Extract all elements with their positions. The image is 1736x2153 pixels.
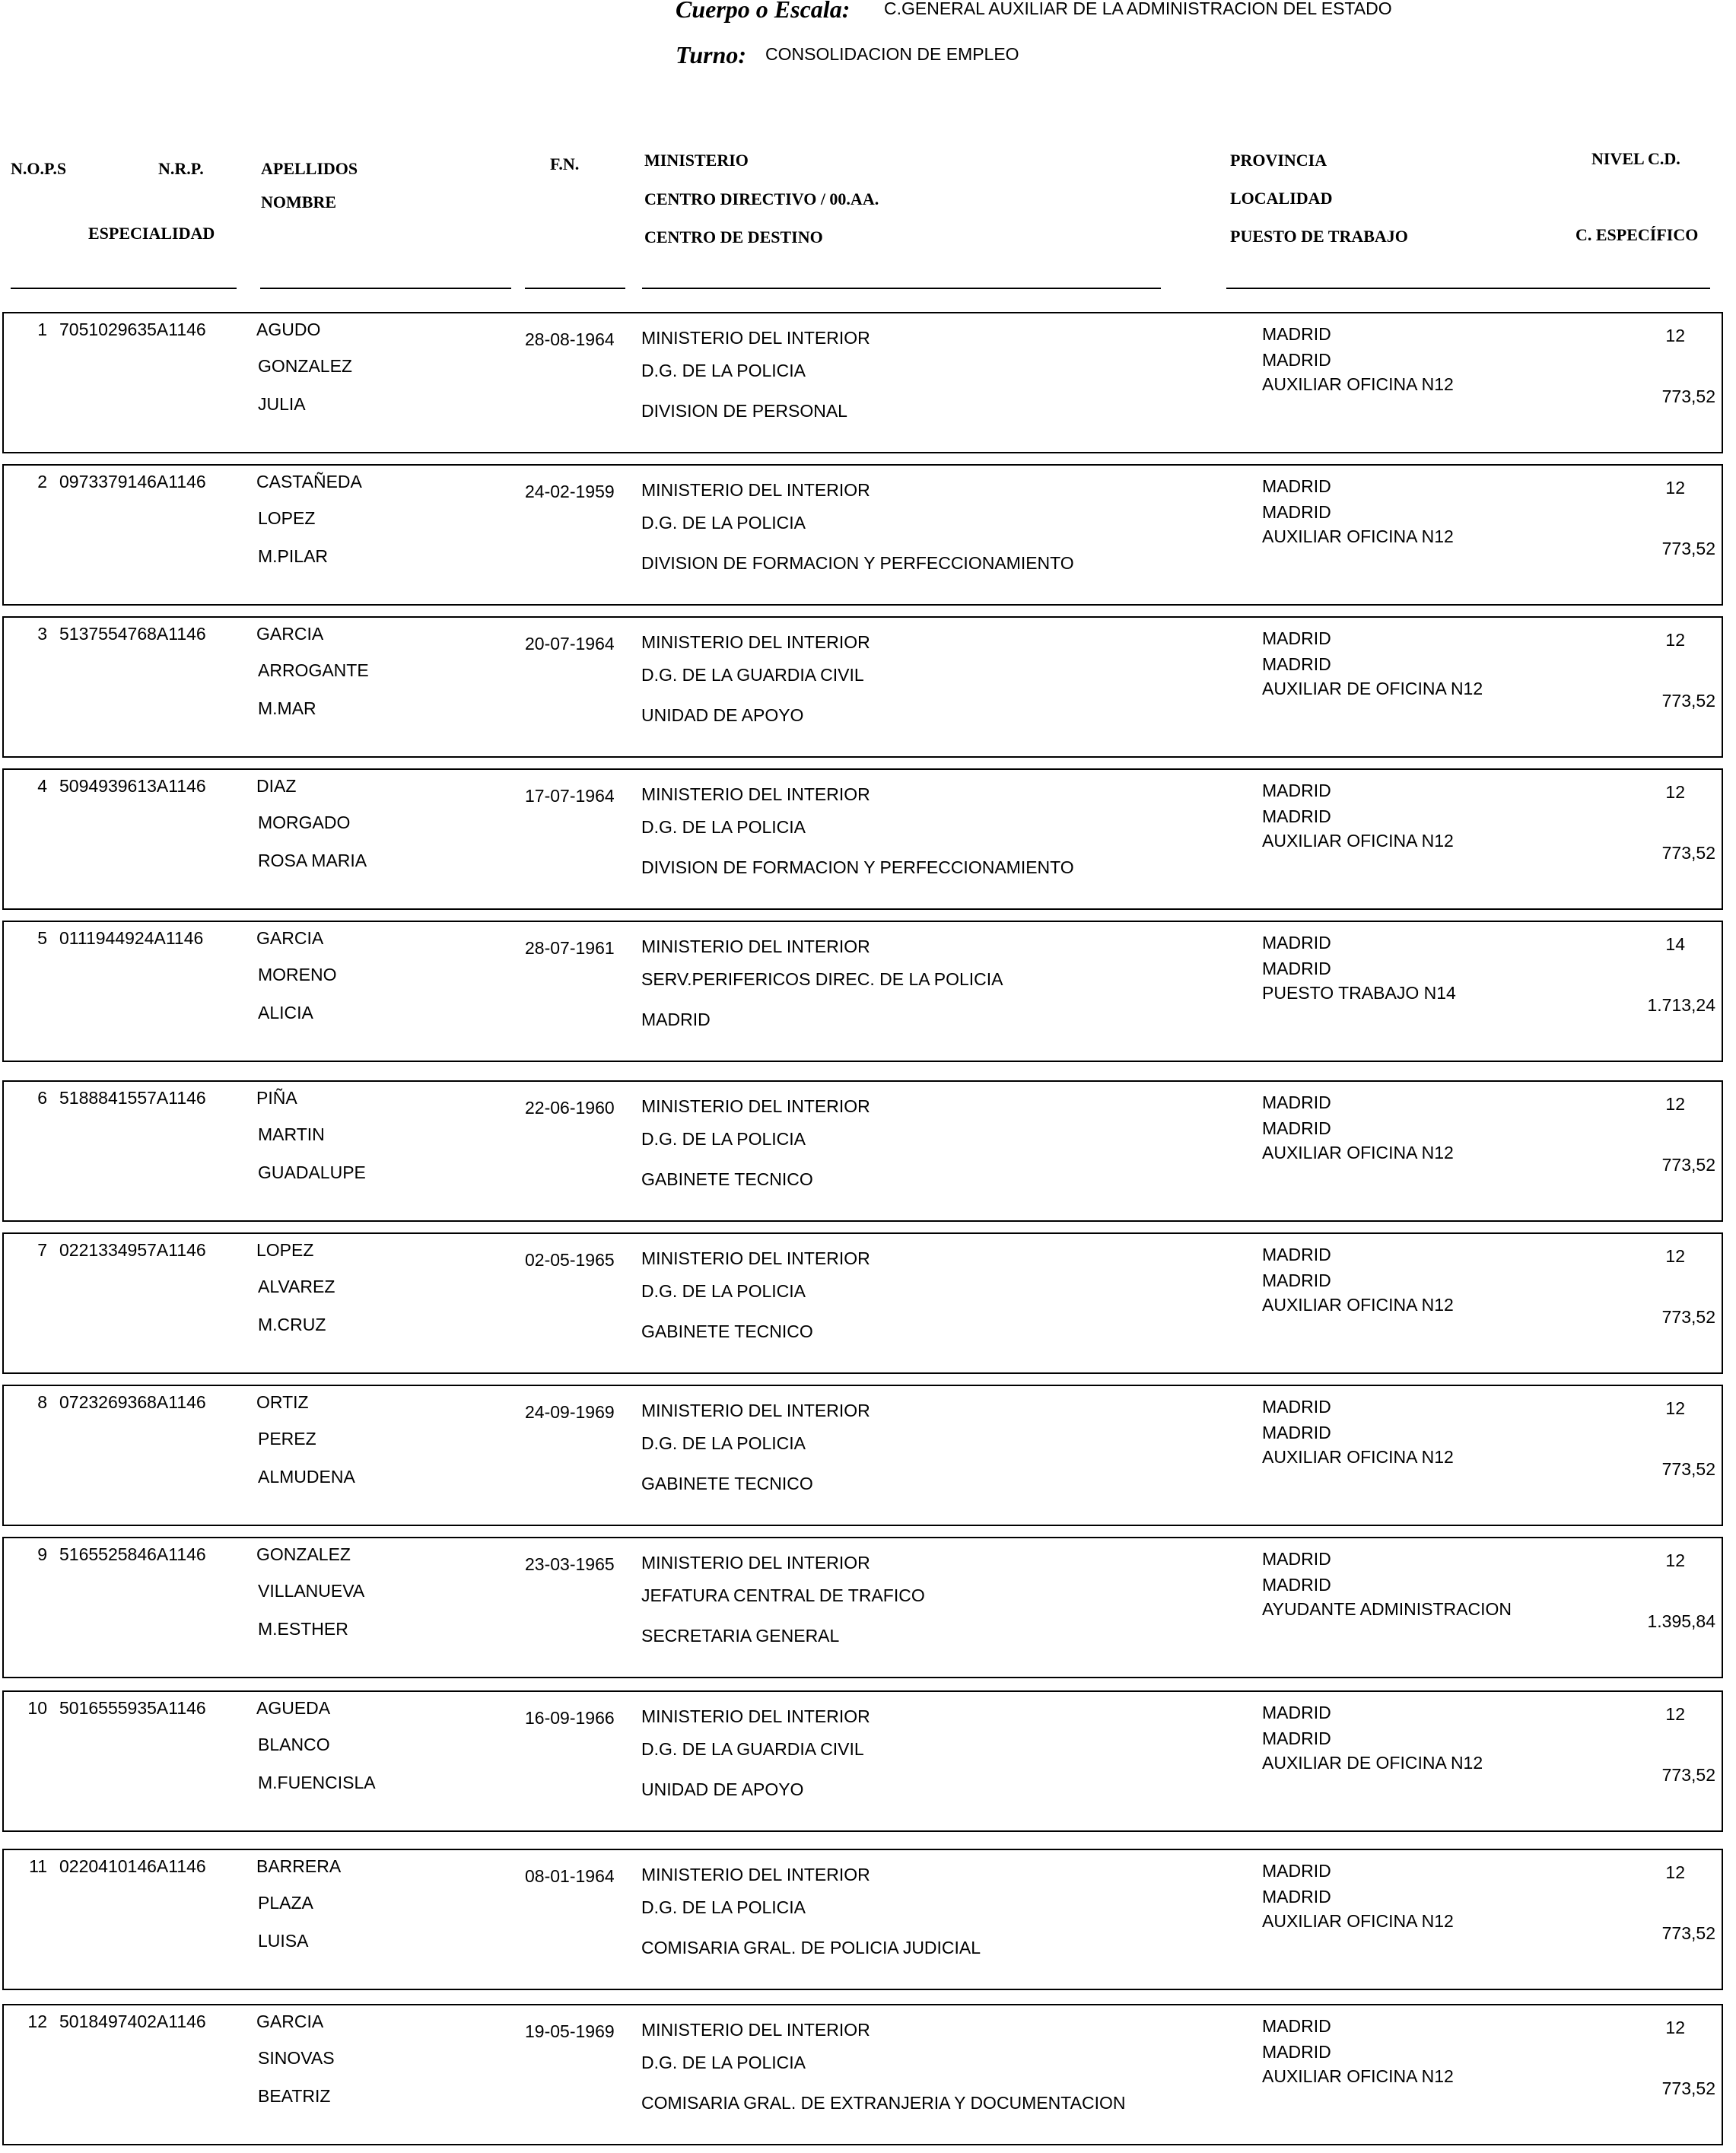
record-destino: GABINETE TECNICO (641, 1321, 813, 1341)
record-especifico: 773,52 (1661, 2078, 1715, 2098)
record-number: 11 (29, 1856, 47, 1876)
record-especifico: 773,52 (1661, 843, 1715, 863)
record-puesto: AUXILIAR OFICINA N12 (1262, 526, 1454, 546)
col-especialidad: ESPECIALIDAD (88, 224, 215, 243)
record-localidad: MADRID (1262, 1270, 1331, 1290)
record-number: 3 (37, 624, 47, 644)
record-puesto: AUXILIAR OFICINA N12 (1262, 1295, 1454, 1315)
record-puesto: AUXILIAR OFICINA N12 (1262, 1143, 1454, 1162)
record-centro: D.G. DE LA POLICIA (641, 1433, 806, 1453)
record-number: 10 (27, 1698, 47, 1718)
record-centro: D.G. DE LA GUARDIA CIVIL (641, 665, 864, 685)
record-nivel: 12 (1665, 326, 1685, 345)
record-apellido1: CASTAÑEDA (256, 472, 362, 491)
record-number: 9 (37, 1544, 47, 1564)
record-localidad: MADRID (1262, 1423, 1331, 1442)
header-rule (642, 288, 1161, 289)
record-nivel: 12 (1665, 1094, 1685, 1114)
record-puesto: PUESTO TRABAJO N14 (1262, 983, 1456, 1003)
record-destino: DIVISION DE FORMACION Y PERFECCIONAMIENTO (641, 553, 1074, 573)
record-apellido1: AGUDO (256, 320, 321, 339)
col-nombre: NOMBRE (261, 192, 336, 211)
record-apellido1: GARCIA (256, 2011, 324, 2031)
record-centro: JEFATURA CENTRAL DE TRAFICO (641, 1585, 925, 1605)
record-nivel: 12 (1665, 1246, 1685, 1266)
cuerpo-label: Cuerpo o Escala: (676, 0, 851, 23)
record-apellido2: ARROGANTE (258, 660, 369, 680)
record-apellido2: GONZALEZ (258, 356, 352, 376)
header-rule (1226, 288, 1710, 289)
record-nivel: 12 (1665, 1550, 1685, 1570)
record-centro: D.G. DE LA POLICIA (641, 1897, 806, 1917)
record-centro: D.G. DE LA POLICIA (641, 1129, 806, 1149)
record-destino: DIVISION DE FORMACION Y PERFECCIONAMIENTO (641, 857, 1074, 877)
record-destino: GABINETE TECNICO (641, 1474, 813, 1493)
record-number: 12 (27, 2011, 47, 2031)
record-ministerio: MINISTERIO DEL INTERIOR (641, 1706, 870, 1726)
record-row (2, 616, 1723, 758)
record-nrp: 5094939613A1146 (59, 776, 206, 796)
record-apellido2: MORENO (258, 965, 337, 984)
record-destino: COMISARIA GRAL. DE POLICIA JUDICIAL (641, 1938, 981, 1957)
record-especifico: 773,52 (1661, 1923, 1715, 1943)
record-row (2, 1385, 1723, 1526)
record-apellido2: ALVAREZ (258, 1277, 335, 1296)
record-puesto: AUXILIAR OFICINA N12 (1262, 1911, 1454, 1931)
record-apellido2: LOPEZ (258, 508, 316, 528)
record-especifico: 1.713,24 (1647, 995, 1715, 1015)
col-especifico: C. ESPECÍFICO (1575, 225, 1699, 244)
record-nombre: ALMUDENA (258, 1467, 355, 1487)
record-puesto: AUXILIAR OFICINA N12 (1262, 2066, 1454, 2086)
record-localidad: MADRID (1262, 1728, 1331, 1748)
record-nivel: 12 (1665, 1398, 1685, 1418)
record-ministerio: MINISTERIO DEL INTERIOR (641, 632, 870, 652)
record-destino: GABINETE TECNICO (641, 1169, 813, 1189)
record-apellido1: GARCIA (256, 928, 324, 948)
record-especifico: 773,52 (1661, 539, 1715, 558)
record-fn: 16-09-1966 (525, 1708, 615, 1728)
col-nrp: N.R.P. (158, 159, 204, 178)
record-nivel: 14 (1665, 934, 1685, 954)
record-provincia: MADRID (1262, 933, 1331, 952)
record-nrp: 0723269368A1146 (59, 1392, 206, 1412)
record-provincia: MADRID (1262, 1092, 1331, 1112)
record-number: 7 (37, 1240, 47, 1260)
record-provincia: MADRID (1262, 1397, 1331, 1417)
record-nrp: 0220410146A1146 (59, 1856, 206, 1876)
cuerpo-value: C.GENERAL AUXILIAR DE LA ADMINISTRACION DEL ESTADO (884, 0, 1392, 18)
record-fn: 17-07-1964 (525, 786, 615, 806)
record-fn: 28-07-1961 (525, 938, 615, 958)
record-provincia: MADRID (1262, 781, 1331, 800)
record-number: 1 (37, 320, 47, 339)
record-apellido1: AGUEDA (256, 1698, 331, 1718)
record-apellido1: LOPEZ (256, 1240, 314, 1260)
record-provincia: MADRID (1262, 1703, 1331, 1722)
record-centro: D.G. DE LA GUARDIA CIVIL (641, 1739, 864, 1759)
record-especifico: 773,52 (1661, 1307, 1715, 1327)
record-apellido1: BARRERA (256, 1856, 342, 1876)
record-nivel: 12 (1665, 478, 1685, 498)
record-row (2, 2004, 1723, 2145)
col-fn: F.N. (550, 154, 580, 173)
record-nrp: 0111944924A1146 (59, 928, 204, 948)
record-puesto: AUXILIAR OFICINA N12 (1262, 831, 1454, 851)
record-provincia: MADRID (1262, 324, 1331, 344)
record-destino: UNIDAD DE APOYO (641, 705, 804, 725)
record-puesto: AUXILIAR OFICINA N12 (1262, 374, 1454, 394)
record-nombre: M.ESTHER (258, 1619, 348, 1639)
record-nrp: 0221334957A1146 (59, 1240, 206, 1260)
record-centro: SERV.PERIFERICOS DIREC. DE LA POLICIA (641, 969, 1003, 989)
record-apellido2: VILLANUEVA (258, 1581, 365, 1601)
record-provincia: MADRID (1262, 628, 1331, 648)
record-apellido2: BLANCO (258, 1735, 330, 1754)
record-puesto: AUXILIAR DE OFICINA N12 (1262, 679, 1483, 698)
record-nrp: 5018497402A1146 (59, 2011, 206, 2031)
record-ministerio: MINISTERIO DEL INTERIOR (641, 328, 870, 348)
turno-label: Turno: (676, 41, 747, 68)
col-centro-destino: CENTRO DE DESTINO (644, 227, 823, 246)
record-number: 8 (37, 1392, 47, 1412)
record-apellido1: ORTIZ (256, 1392, 309, 1412)
record-row (2, 1849, 1723, 1990)
record-nombre: BEATRIZ (258, 2086, 331, 2106)
record-row (2, 921, 1723, 1062)
record-destino: COMISARIA GRAL. DE EXTRANJERIA Y DOCUMENTACION (641, 2093, 1126, 2113)
record-apellido2: MARTIN (258, 1124, 325, 1144)
record-provincia: MADRID (1262, 2016, 1331, 2036)
record-destino: DIVISION DE PERSONAL (641, 401, 847, 421)
record-centro: D.G. DE LA POLICIA (641, 1281, 806, 1301)
header-rule (11, 288, 237, 289)
record-especifico: 773,52 (1661, 1459, 1715, 1479)
record-apellido2: SINOVAS (258, 2048, 335, 2068)
record-apellido1: PIÑA (256, 1088, 297, 1108)
record-especifico: 773,52 (1661, 1765, 1715, 1785)
record-nivel: 12 (1665, 630, 1685, 650)
record-row (2, 768, 1723, 910)
record-apellido1: GARCIA (256, 624, 324, 644)
record-localidad: MADRID (1262, 1887, 1331, 1907)
record-provincia: MADRID (1262, 476, 1331, 496)
record-nombre: M.PILAR (258, 546, 329, 566)
record-ministerio: MINISTERIO DEL INTERIOR (641, 784, 870, 804)
record-fn: 28-08-1964 (525, 329, 615, 349)
record-provincia: MADRID (1262, 1245, 1331, 1264)
record-puesto: AUXILIAR OFICINA N12 (1262, 1447, 1454, 1467)
record-centro: D.G. DE LA POLICIA (641, 361, 806, 380)
col-ministerio: MINISTERIO (644, 151, 749, 170)
record-especifico: 773,52 (1661, 386, 1715, 406)
record-fn: 24-02-1959 (525, 482, 615, 501)
record-row (2, 1080, 1723, 1222)
record-nombre: M.FUENCISLA (258, 1773, 376, 1792)
record-puesto: AUXILIAR DE OFICINA N12 (1262, 1753, 1483, 1773)
record-fn: 19-05-1969 (525, 2021, 615, 2041)
record-ministerio: MINISTERIO DEL INTERIOR (641, 480, 870, 500)
record-row (2, 1537, 1723, 1678)
record-row (2, 1690, 1723, 1832)
record-ministerio: MINISTERIO DEL INTERIOR (641, 1553, 870, 1573)
record-destino: MADRID (641, 1010, 711, 1029)
record-ministerio: MINISTERIO DEL INTERIOR (641, 937, 870, 956)
record-nombre: ALICIA (258, 1003, 313, 1022)
record-centro: D.G. DE LA POLICIA (641, 817, 806, 837)
record-fn: 08-01-1964 (525, 1866, 615, 1886)
record-nivel: 12 (1665, 2018, 1685, 2037)
record-row (2, 312, 1723, 453)
record-nrp: 5188841557A1146 (59, 1088, 206, 1108)
turno-value: CONSOLIDACION DE EMPLEO (765, 44, 1019, 64)
col-puesto: PUESTO DE TRABAJO (1230, 227, 1408, 246)
record-localidad: MADRID (1262, 654, 1331, 674)
record-apellido1: GONZALEZ (256, 1544, 351, 1564)
record-nivel: 12 (1665, 1862, 1685, 1882)
record-number: 5 (37, 928, 47, 948)
record-destino: UNIDAD DE APOYO (641, 1779, 804, 1799)
record-nombre: JULIA (258, 394, 306, 414)
record-centro: D.G. DE LA POLICIA (641, 513, 806, 533)
record-ministerio: MINISTERIO DEL INTERIOR (641, 1401, 870, 1420)
record-ministerio: MINISTERIO DEL INTERIOR (641, 2020, 870, 2040)
record-apellido2: MORGADO (258, 813, 351, 832)
record-nivel: 12 (1665, 782, 1685, 802)
record-fn: 02-05-1965 (525, 1250, 615, 1270)
record-fn: 23-03-1965 (525, 1554, 615, 1574)
col-localidad: LOCALIDAD (1230, 189, 1333, 208)
record-nrp: 5165525846A1146 (59, 1544, 206, 1564)
record-number: 2 (37, 472, 47, 491)
col-centro-directivo: CENTRO DIRECTIVO / 00.AA. (644, 189, 879, 208)
record-apellido2: PLAZA (258, 1893, 313, 1913)
record-ministerio: MINISTERIO DEL INTERIOR (641, 1096, 870, 1116)
record-localidad: MADRID (1262, 806, 1331, 826)
record-row (2, 464, 1723, 606)
record-provincia: MADRID (1262, 1549, 1331, 1569)
record-row (2, 1232, 1723, 1374)
record-localidad: MADRID (1262, 350, 1331, 370)
col-nops: N.O.P.S (11, 159, 67, 178)
record-puesto: AYUDANTE ADMINISTRACION (1262, 1599, 1512, 1619)
record-especifico: 1.395,84 (1647, 1611, 1715, 1631)
col-nivel: NIVEL C.D. (1591, 149, 1680, 168)
record-number: 4 (37, 776, 47, 796)
record-nrp: 5137554768A1146 (59, 624, 206, 644)
record-destino: SECRETARIA GENERAL (641, 1626, 840, 1646)
record-centro: D.G. DE LA POLICIA (641, 2053, 806, 2072)
record-nombre: ROSA MARIA (258, 851, 367, 870)
record-ministerio: MINISTERIO DEL INTERIOR (641, 1865, 870, 1884)
record-nrp: 7051029635A1146 (59, 320, 206, 339)
record-number: 6 (37, 1088, 47, 1108)
record-fn: 22-06-1960 (525, 1098, 615, 1118)
record-localidad: MADRID (1262, 2042, 1331, 2062)
record-nrp: 5016555935A1146 (59, 1698, 206, 1718)
record-localidad: MADRID (1262, 1575, 1331, 1595)
record-provincia: MADRID (1262, 1861, 1331, 1881)
record-nombre: M.MAR (258, 698, 316, 718)
header-rule (525, 288, 625, 289)
record-nivel: 12 (1665, 1704, 1685, 1724)
record-ministerio: MINISTERIO DEL INTERIOR (641, 1248, 870, 1268)
record-nrp: 0973379146A1146 (59, 472, 206, 491)
col-apellidos: APELLIDOS (261, 159, 358, 178)
record-localidad: MADRID (1262, 1118, 1331, 1138)
record-fn: 24-09-1969 (525, 1402, 615, 1422)
record-nombre: GUADALUPE (258, 1162, 366, 1182)
record-nombre: M.CRUZ (258, 1315, 326, 1334)
record-localidad: MADRID (1262, 502, 1331, 522)
record-fn: 20-07-1964 (525, 634, 615, 654)
record-apellido1: DIAZ (256, 776, 297, 796)
header-rule (260, 288, 511, 289)
record-localidad: MADRID (1262, 959, 1331, 978)
record-especifico: 773,52 (1661, 691, 1715, 711)
record-nombre: LUISA (258, 1931, 309, 1951)
col-provincia: PROVINCIA (1230, 151, 1327, 170)
record-especifico: 773,52 (1661, 1155, 1715, 1175)
record-apellido2: PEREZ (258, 1429, 316, 1449)
